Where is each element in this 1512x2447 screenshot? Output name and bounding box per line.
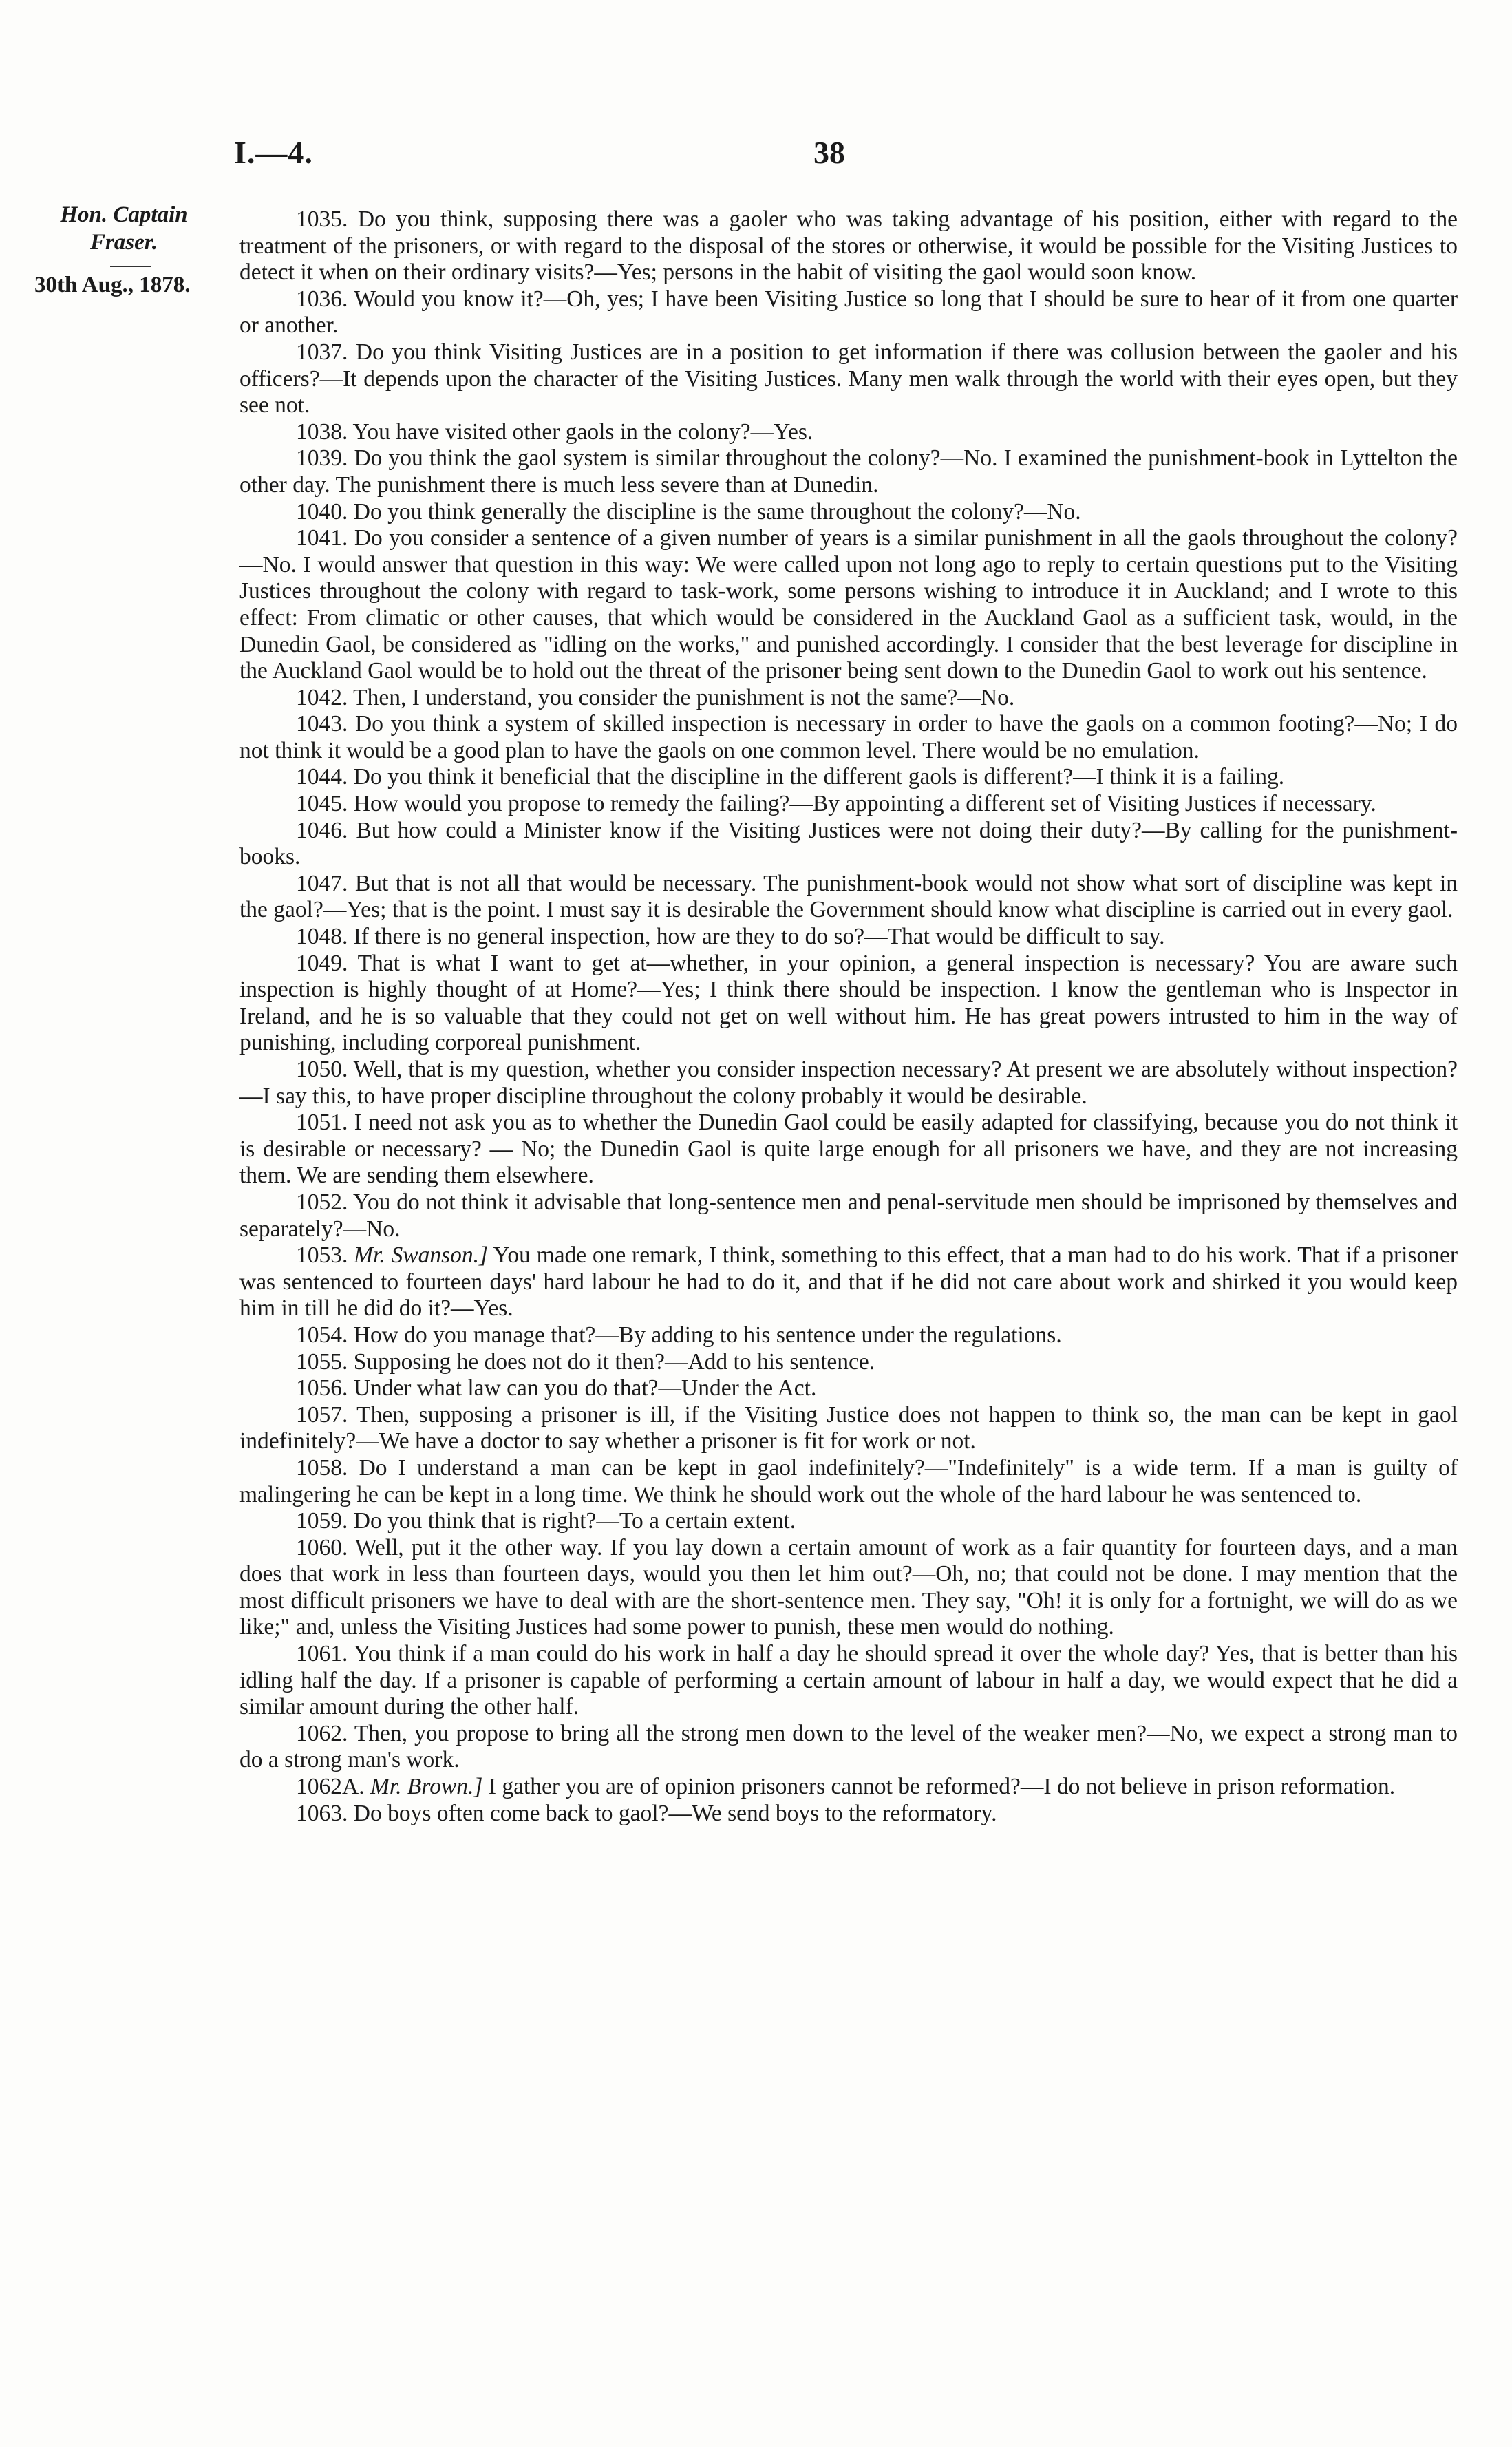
evidence-paragraph: [239, 1721, 1458, 1774]
question-number: 1039.: [296, 445, 348, 472]
evidence-paragraph: [239, 499, 1458, 526]
margin-rule: [110, 266, 151, 267]
question-answer-text: You do not think it advisable that long-sentence men and penal-servitude men should be imprisoned by themselves and separately?—No.: [239, 1189, 1458, 1242]
question-answer-text: Do you consider a sentence of a given number of years is a similar punishment in all the gaols throughout the colony?—No. I would answer that question in this way: We were called upon not long ago to reply to certain questions put to the Visiting Justices throughout the colony with regard to task-work, some persons wishing to introduce it in Auckland; and I wrote to this effect: From climatic or other causes, that which would be considered in the Auckland Gaol as a sufficient task, would, in the Dunedin Gaol, be considered as "idling on the works," and punished accordingly. I consider that the best leverage for discipline in the Auckland Gaol would be to hold out the threat of the prisoner being sent down to the Dunedin Gaol to work out his sentence.: [239, 525, 1458, 684]
question-answer-text: Do you think Visiting Justices are in a position to get information if there was collusion between the gaoler and his officers?—It depends upon the character of the Visiting Justices. Many men walk through the world with their eyes open, but they see not.: [239, 339, 1458, 419]
question-number: 1057.: [296, 1401, 348, 1428]
evidence-paragraph: [239, 339, 1458, 419]
question-number: 1053.: [296, 1242, 348, 1269]
question-number: 1045.: [296, 791, 348, 817]
question-answer-text: You made one remark, I think, something to this effect, that a man had to do his work. That if a prisoner was sentenced to fourteen days' hard labour he had to do it, and that if he did not care about work and shirked it you would keep him in till he did do it?—Yes.: [239, 1242, 1458, 1322]
evidence-paragraph: [239, 1349, 1458, 1376]
question-number: 1042.: [296, 684, 348, 710]
evidence-paragraph: [239, 764, 1458, 791]
question-answer-text: Well, that is my question, whether you consider inspection necessary? At present we are absolutely without inspection?—I say this, to have proper discipline throughout the colony probably it would be desirable.: [239, 1057, 1458, 1109]
evidence-paragraph: [239, 1057, 1458, 1110]
question-number: 1062.: [296, 1720, 348, 1746]
question-number: 1049.: [296, 950, 348, 976]
question-number: 1036.: [296, 286, 348, 312]
question-number: 1060.: [296, 1534, 348, 1560]
question-number: 1046.: [296, 817, 348, 843]
evidence-paragraph: [239, 818, 1458, 871]
evidence-paragraph: [239, 525, 1458, 685]
question-number: 1044.: [296, 764, 348, 790]
question-answer-text: You have visited other gaols in the colony?—Yes.: [352, 419, 813, 445]
evidence-paragraph: [239, 1375, 1458, 1402]
evidence-paragraph: [239, 951, 1458, 1057]
evidence-paragraph: [239, 1801, 1458, 1828]
questioner-name: Mr. Brown.]: [370, 1774, 483, 1800]
question-number: 1056.: [296, 1375, 348, 1401]
evidence-paragraph: [239, 711, 1458, 764]
question-answer-text: How do you manage that?—By adding to his sentence under the regulations.: [353, 1322, 1062, 1348]
question-answer-text: Do you think that is right?—To a certain extent.: [353, 1508, 796, 1534]
margin-date: 30th Aug., 1878.: [34, 273, 191, 297]
question-answer-text: Do you think the gaol system is similar throughout the colony?—No. I examined the punishment-book in Lyttelton the other day. The punishment there is much less severe than at Dunedin.: [239, 445, 1458, 498]
evidence-paragraph: [239, 791, 1458, 818]
question-answer-text: Do you think a system of skilled inspection is necessary in order to have the gaols on a common footing?—No; I do not think it would be a good plan to have the gaols on one common level. There would be no emulation.: [239, 711, 1458, 763]
evidence-paragraph: [239, 1641, 1458, 1721]
question-number: 1061.: [296, 1641, 348, 1667]
question-number: 1047.: [296, 870, 348, 896]
question-answer-text: Do you think it beneficial that the discipline in the different gaols is different?—I think it is a failing.: [353, 764, 1285, 790]
question-answer-text: Supposing he does not do it then?—Add to his sentence.: [353, 1348, 875, 1375]
question-answer-text: If there is no general inspection, how are they to do so?—That would be difficult to say.: [353, 924, 1165, 950]
evidence-paragraph: [239, 1535, 1458, 1641]
question-number: 1035.: [296, 206, 348, 232]
question-answer-text: Under what law can you do that?—Under the Act.: [353, 1375, 817, 1401]
question-number: 1055.: [296, 1348, 348, 1375]
evidence-paragraph: [239, 924, 1458, 951]
question-answer-text: But how could a Minister know if the Visiting Justices were not doing their duty?—By calling for the punishment-books.: [239, 817, 1458, 870]
evidence-paragraph: [239, 1110, 1458, 1189]
question-answer-text: Do you think generally the discipline is the same throughout the colony?—No.: [353, 498, 1081, 525]
question-answer-text: Do boys often come back to gaol?—We send boys to the reformatory.: [353, 1800, 997, 1826]
question-number: 1062A.: [296, 1774, 365, 1800]
question-answer-text: Do you think, supposing there was a gaoler who was taking advantage of his position, either with regard to the treatment of the prisoners, or with regard to the disposal of the stores or otherwise, it would be possible for the Visiting Justices to detect it when on their ordinary visits?—Yes; persons in the habit of visiting the gaol would soon know.: [239, 206, 1458, 286]
question-number: 1038.: [296, 419, 348, 445]
question-number: 1058.: [296, 1454, 348, 1481]
question-number: 1037.: [296, 339, 348, 365]
question-answer-text: That is what I want to get at—whether, in your opinion, a general inspection is necessary? You are aware such inspection is highly thought of at Home?—Yes; I think there should be inspection. I know the gentleman who is Inspector in Ireland, and he is so valuable that they could not get on well without him. He has great powers intrusted to him in the way of punishing, including corporeal punishment.: [239, 950, 1458, 1056]
question-number: 1054.: [296, 1322, 348, 1348]
question-answer-text: Then, you propose to bring all the strong men down to the level of the weaker men?—No, we expect a strong man to do a strong man's work.: [239, 1720, 1458, 1773]
page-number: 38: [813, 135, 845, 170]
evidence-paragraph: [239, 445, 1458, 498]
question-number: 1040.: [296, 498, 348, 525]
question-answer-text: Would you know it?—Oh, yes; I have been Visiting Justice so long that I should be sure to hear of it from one quarter or another.: [239, 286, 1458, 339]
evidence-paragraph: [239, 1242, 1458, 1322]
question-answer-text: I need not ask you as to whether the Dunedin Gaol could be easily adapted for classifying, because you do not think it is desirable or necessary? — No; the Dunedin Gaol is quite large enough for all prisoners we have, and they are not increasing them. We are sending them elsewhere.: [239, 1110, 1458, 1189]
question-answer-text: But that is not all that would be necessary. The punishment-book would not show what sort of discipline was kept in the gaol?—Yes; that is the point. I must say it is desirable the Government should know what discipline is carried out in every gaol.: [239, 870, 1458, 923]
evidence-paragraph: [239, 1402, 1458, 1455]
question-answer-text: How would you propose to remedy the failing?—By appointing a different set of Visiting Justices if necessary.: [353, 791, 1376, 817]
question-number: 1063.: [296, 1800, 348, 1826]
evidence-paragraph: [239, 286, 1458, 339]
question-answer-text: Do I understand a man can be kept in gaol indefinitely?—"Indefinitely" is a wide term. If a man is guilty of malingering he can be kept in a long time. We think he should work out the whole of the hard labour he was sentenced to.: [239, 1454, 1458, 1507]
question-number: 1043.: [296, 711, 348, 737]
evidence-paragraph: [239, 1322, 1458, 1349]
question-number: 1041.: [296, 525, 348, 551]
question-number: 1048.: [296, 924, 348, 950]
margin-speaker: Hon. Captain Fraser.: [60, 202, 188, 255]
question-number: 1051.: [296, 1110, 348, 1136]
evidence-paragraph: [239, 871, 1458, 924]
question-number: 1050.: [296, 1057, 348, 1082]
question-number: 1052.: [296, 1189, 348, 1215]
document-reference: I.—4.: [234, 135, 313, 170]
margin-note: [34, 201, 234, 299]
evidence-body: [239, 206, 1458, 1827]
question-answer-text: Then, I understand, you consider the punishment is not the same?—No.: [353, 684, 1015, 710]
question-answer-text: You think if a man could do his work in half a day he should spread it over the whole day? Yes, that is better than his idling half the day. If a prisoner is capable of performing a certain amount of labour in half a day, we would expect that he did a similar amount during the other half.: [239, 1641, 1458, 1720]
evidence-paragraph: [239, 1508, 1458, 1535]
evidence-paragraph: [239, 1189, 1458, 1242]
evidence-paragraph: [239, 685, 1458, 712]
evidence-paragraph: [239, 206, 1458, 286]
question-answer-text: I gather you are of opinion prisoners cannot be reformed?—I do not believe in prison reformation.: [488, 1774, 1396, 1800]
question-answer-text: Well, put it the other way. If you lay down a certain amount of work as a fair quantity for fourteen days, and a man does that work in less than fourteen days, would you then let him out?—Oh, no; that could not be done. I may mention that the most difficult prisoners we have to deal with are the short-sentence men. They say, "Oh! it is only for a fortnight, we will do as we like;" and, unless the Visiting Justices had some power to punish, these men would do nothing.: [239, 1534, 1458, 1640]
evidence-paragraph: [239, 1455, 1458, 1508]
evidence-paragraph: [239, 419, 1458, 446]
question-answer-text: Then, supposing a prisoner is ill, if the Visiting Justice does not happen to think so, the man can be kept in gaol indefinitely?—We have a doctor to say whether a prisoner is fit for work or not.: [239, 1401, 1458, 1454]
questioner-name: Mr. Swanson.]: [354, 1242, 489, 1269]
evidence-paragraph: [239, 1774, 1458, 1801]
question-number: 1059.: [296, 1508, 348, 1534]
